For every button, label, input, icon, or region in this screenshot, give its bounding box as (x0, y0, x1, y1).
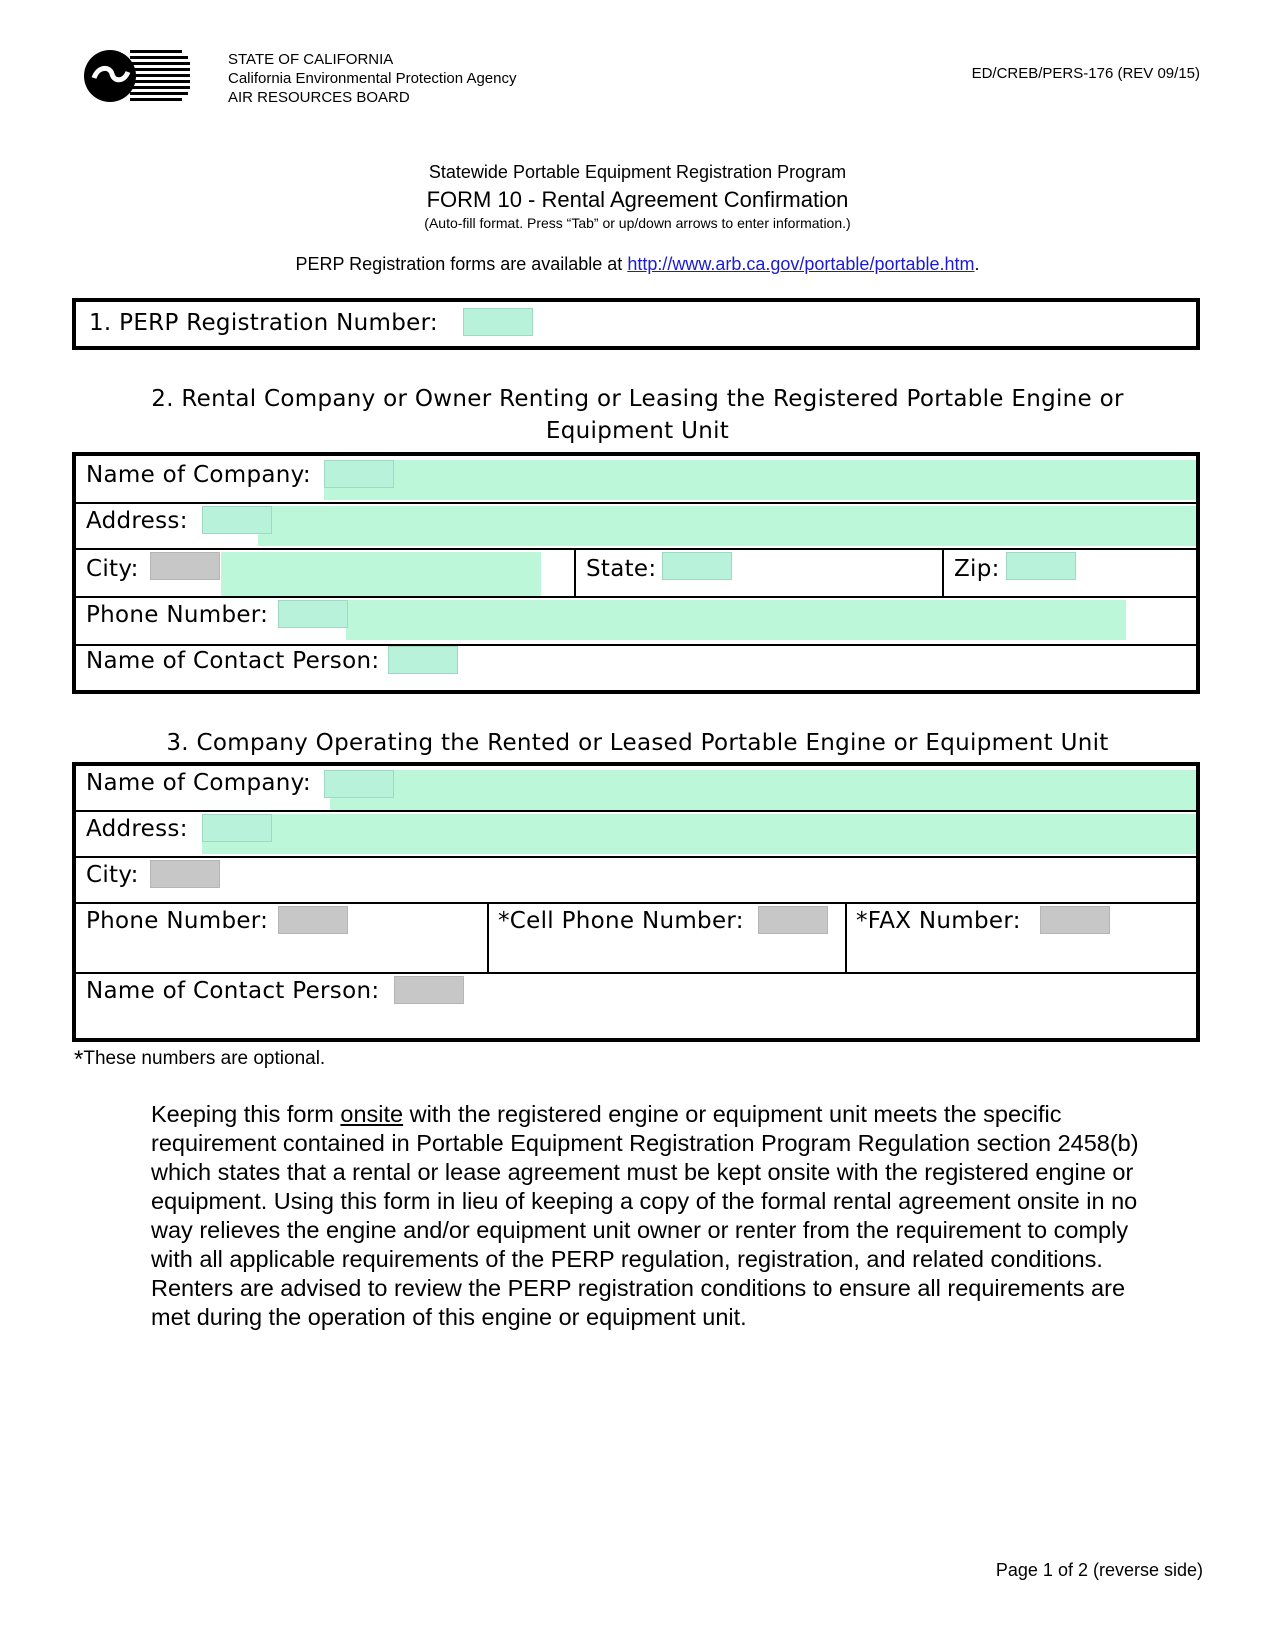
s3-company-row (76, 766, 1196, 812)
s3-contact-row (76, 974, 1196, 1038)
s2-phone-row (76, 598, 1196, 646)
s2-city-row (76, 550, 1196, 598)
section2-title-line1: 2. Rental Company or Owner Renting or Leasing the Registered Portable Engine or (151, 386, 1124, 412)
s2-address-label: Address: (86, 508, 188, 534)
perp-forms-link[interactable]: http://www.arb.ca.gov/portable/portable.htm (627, 254, 975, 274)
s2-state-field[interactable] (662, 552, 732, 580)
agency-line-arb: AIR RESOURCES BOARD (228, 89, 410, 106)
s3-city-row (76, 858, 1196, 904)
form-title: FORM 10 - Rental Agreement Confirmation (426, 187, 849, 212)
s2-address-field[interactable] (258, 506, 1196, 546)
section2-box (72, 452, 1200, 694)
s2-phone-field[interactable] (346, 600, 1126, 640)
s3-address-field[interactable] (202, 814, 1196, 854)
s2-company-row (76, 456, 1196, 504)
s2-zip-label: Zip: (954, 556, 1000, 582)
program-title: Statewide Portable Equipment Registration Program (428, 162, 847, 182)
paragraph-rest: with the registered engine or equipment unit meets the specific requirement contained in Portable Equipment Registration Program Regulation section 2458(b) which states that a rental or lease agreement must be kept onsite with the registered engine or equipment. Using this form in lieu of keeping a copy of the formal rental agreement onsite in no way relieves the engine and/or equipment unit owner or renter from the requirement to comply with all applicable requirements of the PERP regulation, registration, and related conditions. Renters are advised to review the PERP registration conditions to ensure all requirements are met during the operation of this engine or equipment unit. (151, 1101, 1139, 1330)
perp-registration-field[interactable] (463, 308, 533, 336)
s2-city-field-marker (150, 552, 220, 580)
agency-block (228, 50, 517, 107)
s2-company-field[interactable] (324, 460, 1196, 500)
section1-box (72, 298, 1200, 350)
page-number: Page 1 of 2 (reverse side) (995, 1560, 1203, 1580)
s3-company-label: Name of Company: (86, 770, 311, 796)
s2-company-label: Name of Company: (86, 462, 311, 488)
arb-logo (80, 44, 192, 108)
optional-note (74, 1046, 325, 1074)
s3-cell-field[interactable] (758, 906, 828, 934)
paragraph-onsite: onsite (340, 1101, 404, 1127)
s3-fax-field[interactable] (1040, 906, 1110, 934)
section2-title-line2: Equipment Unit (545, 418, 730, 444)
form-code: ED/CREB/PERS-176 (REV 09/15) (971, 65, 1200, 82)
s2-phone-field-marker (278, 600, 348, 628)
s2-city-label: City: (86, 556, 139, 582)
s2-zip-field[interactable] (1006, 552, 1076, 580)
form-instructions: (Auto-fill format. Press “Tab” or up/down arrows to enter information.) (424, 215, 851, 231)
optional-note-star: * (74, 1046, 84, 1073)
s3-cell-divider (845, 904, 847, 972)
optional-note-text: These numbers are optional. (83, 1048, 326, 1069)
s3-fax-label: *FAX Number: (856, 908, 1021, 934)
s3-contact-field[interactable] (394, 976, 464, 1004)
s3-address-field-marker (202, 814, 272, 842)
availability-line (0, 254, 1275, 275)
onsite-requirement-paragraph (151, 1100, 1141, 1332)
s2-address-row (76, 504, 1196, 550)
s2-contact-label: Name of Contact Person: (86, 648, 380, 674)
s2-contact-field[interactable] (388, 646, 458, 674)
agency-line-state: STATE OF CALIFORNIA (228, 51, 394, 68)
s2-address-field-marker (202, 506, 272, 534)
s2-contact-row (76, 646, 1196, 690)
s2-city-field[interactable] (221, 552, 541, 596)
s2-city-divider (574, 550, 576, 596)
s2-phone-label: Phone Number: (86, 602, 269, 628)
s3-phone-label: Phone Number: (86, 908, 269, 934)
s2-state-label: State: (586, 556, 657, 582)
s3-city-label: City: (86, 862, 139, 888)
s3-company-field-marker (324, 770, 394, 798)
s2-state-divider (942, 550, 944, 596)
s3-phone-divider (487, 904, 489, 972)
s3-contact-label: Name of Contact Person: (86, 978, 380, 1004)
s3-city-field[interactable] (150, 860, 220, 888)
perp-registration-label: 1. PERP Registration Number: (89, 310, 438, 336)
s2-company-field-marker (324, 460, 394, 488)
section3-box (72, 762, 1200, 1042)
paragraph-start: Keeping this form (151, 1101, 341, 1127)
agency-line-calepa: California Environmental Protection Agency (228, 70, 517, 87)
s3-phone-row (76, 904, 1196, 974)
s3-address-row (76, 812, 1196, 858)
s3-company-field[interactable] (330, 770, 1196, 810)
availability-suffix: . (974, 254, 980, 274)
availability-prefix: PERP Registration forms are available at (295, 254, 628, 274)
s3-phone-field[interactable] (278, 906, 348, 934)
s3-cell-label: *Cell Phone Number: (498, 908, 744, 934)
s3-address-label: Address: (86, 816, 188, 842)
section3-title: 3. Company Operating the Rented or Leased Portable Engine or Equipment Unit (166, 730, 1109, 756)
